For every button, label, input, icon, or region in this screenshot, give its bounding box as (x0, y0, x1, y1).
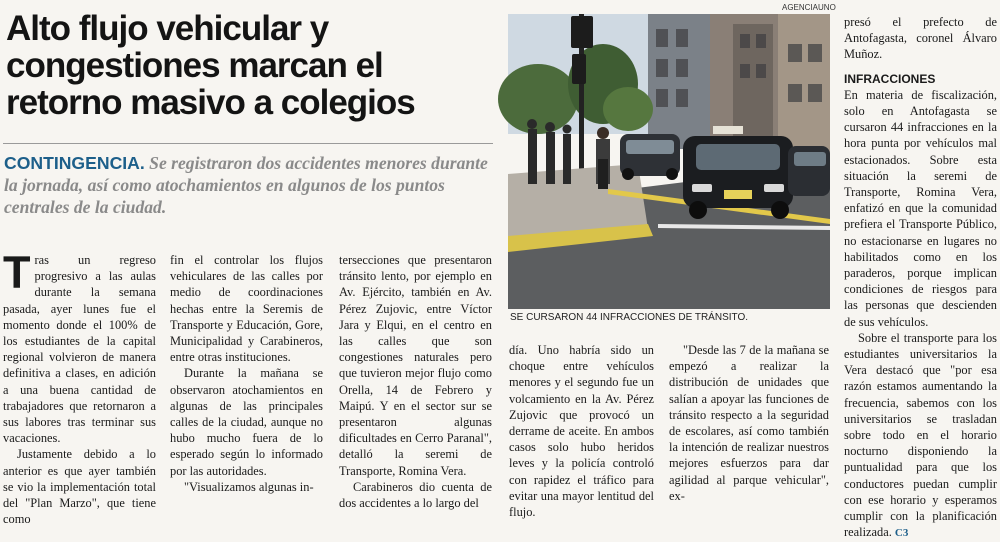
body-text: Sobre el transporte para los estudiantes universitarios la Vera destacó que "por esa razón estamos aumentando la frecuencia, sabemos con los universitarios se trasladan sobre todo en el horario nocturno disponiendo la puntualidad para que los conductores puedan cumplir con ese horario y esperamos cumplir con la planificación realizada. (844, 330, 997, 540)
body-paragraph: Justamente debido a lo anterior es que ayer también se vio la implementación total del "Plan Marzo", que tiene como (3, 447, 156, 527)
body-paragraph: Carabineros dio cuenta de dos accidentes a lo largo del (339, 479, 492, 511)
lead-paragraph (4, 152, 496, 218)
headline: Alto flujo vehicular y congestiones marcan el retorno masivo a colegios (6, 9, 415, 122)
body-column-3 (339, 252, 492, 511)
body-paragraph: tersecciones que presentaron tránsito lento, por ejemplo en Av. Ejército, también en Av. Pérez Zujovic, entre Víctor Jara y Elqui, en el centro en las calles que son congestiones naturales pero que tuvieron mejor flujo como Orella, 14 de Febrero y Maipú. Y en el sector sur se presentaron algunas dificultades en Cerro Paranal", detalló la seremi de Transporte, Romina Vera. (339, 253, 492, 478)
body-paragraph: Durante la mañana se observaron atochamientos en algunas de las principales calles de la ciudad, aunque no hubo mucho fuera de lo esperado según lo informado por las autoridades. (170, 366, 323, 478)
body-paragraph: En materia de fiscalización, solo en Antofagasta se cursaron 44 infracciones en la hora punta por vehículos mal estacionados. Sobre esta situación la seremi de Transporte, Romina Vera, enfatizó en que la comunidad prefiera el Transporte Público, no estacionarse en lugares no habilitados como en los paraderos, porque implican condiciones de riesgos para las personas que descienden de sus vehículos. (844, 87, 997, 329)
street-photo (508, 14, 830, 309)
body-column-4 (509, 342, 654, 520)
body-text: ras un regreso progresivo a las aulas durante la semana pasada, ayer lunes fue el momento donde el 100% de los estudiantes de la capital regional volvieron de manera definitiva a clases, en adición a una buena cantidad de trabajadores que retornaron a sus labores tras terminar sus vacaciones. (3, 253, 156, 446)
photo-caption: SE CURSARON 44 INFRACCIONES DE TRÁNSITO. (510, 312, 749, 323)
headline-divider (3, 143, 493, 144)
body-paragraph: fin el controlar los flujos vehiculares de las calles por medio de coordinaciones hechas entre la Seremis de Transporte y Educación, Gore, Municipalidad y Carabineros, entre otras instituciones. (170, 253, 323, 365)
body-column-5 (669, 342, 829, 504)
kicker-label: CONTINGENCIA. (4, 153, 145, 173)
body-column-2 (170, 252, 323, 495)
body-paragraph (3, 247, 156, 446)
body-paragraph: "Desde las 7 de la mañana se empezó a realizar la distribución de unidades que salían a apoyar las funciones de tránsito respecto a la seguridad de escolares, así como también la intención de realizar nuestros mejores esfuerzos para dar agilidad al parque vehicular", ex- (669, 343, 829, 503)
body-column-1 (3, 247, 156, 527)
lead-text: Se registraron dos accidentes menores durante la jornada, así como atochamientos en algunos de los puntos centrales de la ciudad. (4, 153, 488, 217)
photo-credit: AGENCIAUNO (782, 3, 836, 12)
body-paragraph: "Visualizamos algunas in- (184, 479, 314, 494)
section-subhead: INFRACCIONES (844, 71, 936, 86)
body-paragraph: día. Uno habría sido un choque entre vehículos menores y el segundo fue un volcamiento en la Av. Pérez Zujovic que provocó un derrame de aceite. En ambos casos solo hubo heridos leves y la policía controló con rapidez el tráfico para evitar una mayor lentitud del flujo. (509, 343, 654, 520)
body-paragraph: presó el prefecto de Antofagasta, coronel Álvaro Muñoz. (844, 15, 997, 62)
traffic-scene-illustration (508, 14, 830, 309)
body-paragraph (844, 330, 997, 542)
drop-cap: T (3, 247, 31, 298)
body-column-6 (844, 14, 997, 542)
end-mark: C3 (894, 527, 909, 540)
